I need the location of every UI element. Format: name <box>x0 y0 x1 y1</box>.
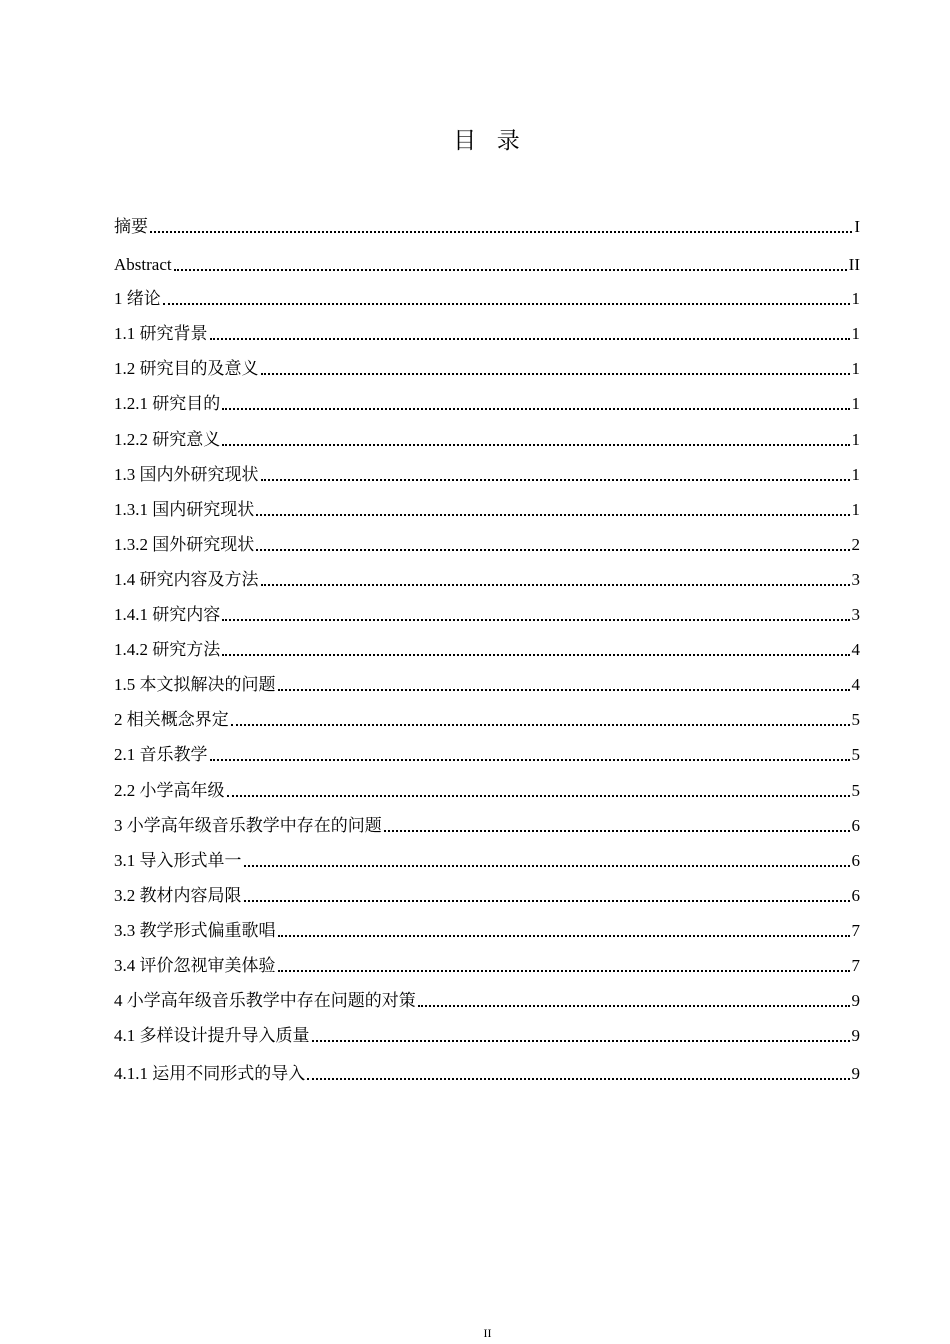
toc-dot-leader <box>256 549 849 551</box>
toc-entry-page: 1 <box>851 430 860 449</box>
toc-dot-leader <box>210 338 850 340</box>
toc-entry-label: 1.2 研究目的及意义 <box>114 359 259 378</box>
toc-title: 目 录 <box>453 128 522 154</box>
toc-entry-label: 1.4.1 研究内容 <box>114 605 221 624</box>
toc-entry-page: 1 <box>851 289 860 308</box>
toc-entry-2-2[interactable] <box>114 777 860 801</box>
toc-entry-4-1-1[interactable] <box>114 1060 860 1084</box>
toc-entry-label: 4.1 多样设计提升导入质量 <box>114 1026 310 1045</box>
toc-entry-1-2-2[interactable] <box>114 426 860 450</box>
toc-entry-label: 摘要 <box>114 217 148 236</box>
toc-entry-label: 4.1.1 运用不同形式的导入 <box>114 1064 306 1083</box>
toc-entry-page: 5 <box>851 781 860 800</box>
toc-entry-label: 1.1 研究背景 <box>114 324 208 343</box>
toc-entry-1-5[interactable] <box>114 671 860 695</box>
toc-entry-label: 3 小学高年级音乐教学中存在的问题 <box>114 816 382 835</box>
toc-entry-page: 1 <box>851 359 860 378</box>
toc-entry-abstract-en[interactable] <box>114 251 860 275</box>
toc-entry-label: 1.2.1 研究目的 <box>114 394 221 413</box>
toc-entry-1-1[interactable] <box>114 320 860 344</box>
toc-entry-page: I <box>854 217 860 236</box>
toc-entry-label: 2.1 音乐教学 <box>114 745 208 764</box>
toc-entry-label: 1.3 国内外研究现状 <box>114 465 259 484</box>
toc-dot-leader <box>278 689 850 691</box>
toc-entry-1-4-1[interactable] <box>114 601 860 625</box>
toc-dot-leader <box>163 303 850 305</box>
toc-entry-1-2-1[interactable] <box>114 390 860 414</box>
toc-entry-1-4[interactable] <box>114 566 860 590</box>
toc-entry-3-4[interactable] <box>114 952 860 976</box>
toc-entry-page: 3 <box>851 605 860 624</box>
toc-entry-chapter-3[interactable] <box>114 812 860 836</box>
toc-entry-label: 2 相关概念界定 <box>114 710 229 729</box>
toc-dot-leader <box>261 584 850 586</box>
toc-dot-leader <box>231 724 850 726</box>
toc-entry-3-1[interactable] <box>114 847 860 871</box>
toc-dot-leader <box>210 759 850 761</box>
toc-dot-leader <box>222 408 849 410</box>
toc-entry-3-2[interactable] <box>114 882 860 906</box>
toc-dot-leader <box>222 654 849 656</box>
toc-entry-page: II <box>848 255 860 274</box>
toc-entry-page: 9 <box>851 1026 860 1045</box>
toc-entry-chapter-2[interactable] <box>114 706 860 730</box>
toc-dot-leader <box>227 795 850 797</box>
toc-entry-3-3[interactable] <box>114 917 860 941</box>
toc-entry-page: 1 <box>851 324 860 343</box>
toc-entry-2-1[interactable] <box>114 741 860 765</box>
toc-entry-label: 3.3 教学形式偏重歌唱 <box>114 921 276 940</box>
toc-dot-leader <box>278 970 850 972</box>
toc-dot-leader <box>418 1005 850 1007</box>
toc-entry-1-3-2[interactable] <box>114 531 860 555</box>
toc-dot-leader <box>278 935 850 937</box>
toc-entry-page: 7 <box>851 956 860 975</box>
toc-entry-page: 1 <box>851 465 860 484</box>
toc-entry-page: 9 <box>851 991 860 1010</box>
toc-dot-leader <box>261 479 850 481</box>
toc-entry-1-3[interactable] <box>114 461 860 485</box>
toc-entry-label: 1.5 本文拟解决的问题 <box>114 675 276 694</box>
toc-dot-leader <box>384 830 850 832</box>
toc-entry-4-1[interactable] <box>114 1022 860 1046</box>
toc-entry-page: 4 <box>851 640 860 659</box>
toc-entry-label: 3.2 教材内容局限 <box>114 886 242 905</box>
toc-dot-leader <box>244 865 850 867</box>
toc-dot-leader <box>312 1040 850 1042</box>
toc-entry-label: 1.3.2 国外研究现状 <box>114 535 255 554</box>
toc-entry-page: 3 <box>851 570 860 589</box>
toc-entry-abstract-cn[interactable] <box>114 213 860 237</box>
toc-dot-leader <box>174 269 847 271</box>
toc-entry-page: 1 <box>851 500 860 519</box>
toc-entry-chapter-1[interactable] <box>114 285 860 309</box>
toc-entry-1-3-1[interactable] <box>114 496 860 520</box>
toc-entry-label: Abstract <box>114 255 172 274</box>
toc-dot-leader <box>222 444 849 446</box>
toc-entry-label: 2.2 小学高年级 <box>114 781 225 800</box>
toc-entry-1-4-2[interactable] <box>114 636 860 660</box>
toc-entry-page: 1 <box>851 394 860 413</box>
toc-entry-page: 6 <box>851 851 860 870</box>
toc-entry-label: 1.4 研究内容及方法 <box>114 570 259 589</box>
toc-entry-page: 6 <box>851 886 860 905</box>
toc-dot-leader <box>256 514 849 516</box>
toc-entry-page: 2 <box>851 535 860 554</box>
toc-entry-label: 1.2.2 研究意义 <box>114 430 221 449</box>
toc-dot-leader <box>261 373 850 375</box>
toc-entry-page: 5 <box>851 745 860 764</box>
toc-entry-page: 4 <box>851 675 860 694</box>
toc-dot-leader <box>307 1078 849 1080</box>
toc-entry-page: 5 <box>851 710 860 729</box>
toc-entry-page: 7 <box>851 921 860 940</box>
page-number: II <box>483 1326 492 1340</box>
toc-entry-1-2[interactable] <box>114 355 860 379</box>
toc-dot-leader <box>222 619 849 621</box>
toc-entry-chapter-4[interactable] <box>114 987 860 1011</box>
toc-dot-leader <box>244 900 850 902</box>
toc-entry-label: 1.3.1 国内研究现状 <box>114 500 255 519</box>
toc-dot-leader <box>150 231 852 233</box>
toc-entry-label: 4 小学高年级音乐教学中存在问题的对策 <box>114 991 416 1010</box>
toc-entry-page: 9 <box>851 1064 860 1083</box>
toc-entry-label: 1.4.2 研究方法 <box>114 640 221 659</box>
toc-entry-label: 3.4 评价忽视审美体验 <box>114 956 276 975</box>
toc-entry-page: 6 <box>851 816 860 835</box>
toc-entry-label: 1 绪论 <box>114 289 161 308</box>
toc-entry-label: 3.1 导入形式单一 <box>114 851 242 870</box>
